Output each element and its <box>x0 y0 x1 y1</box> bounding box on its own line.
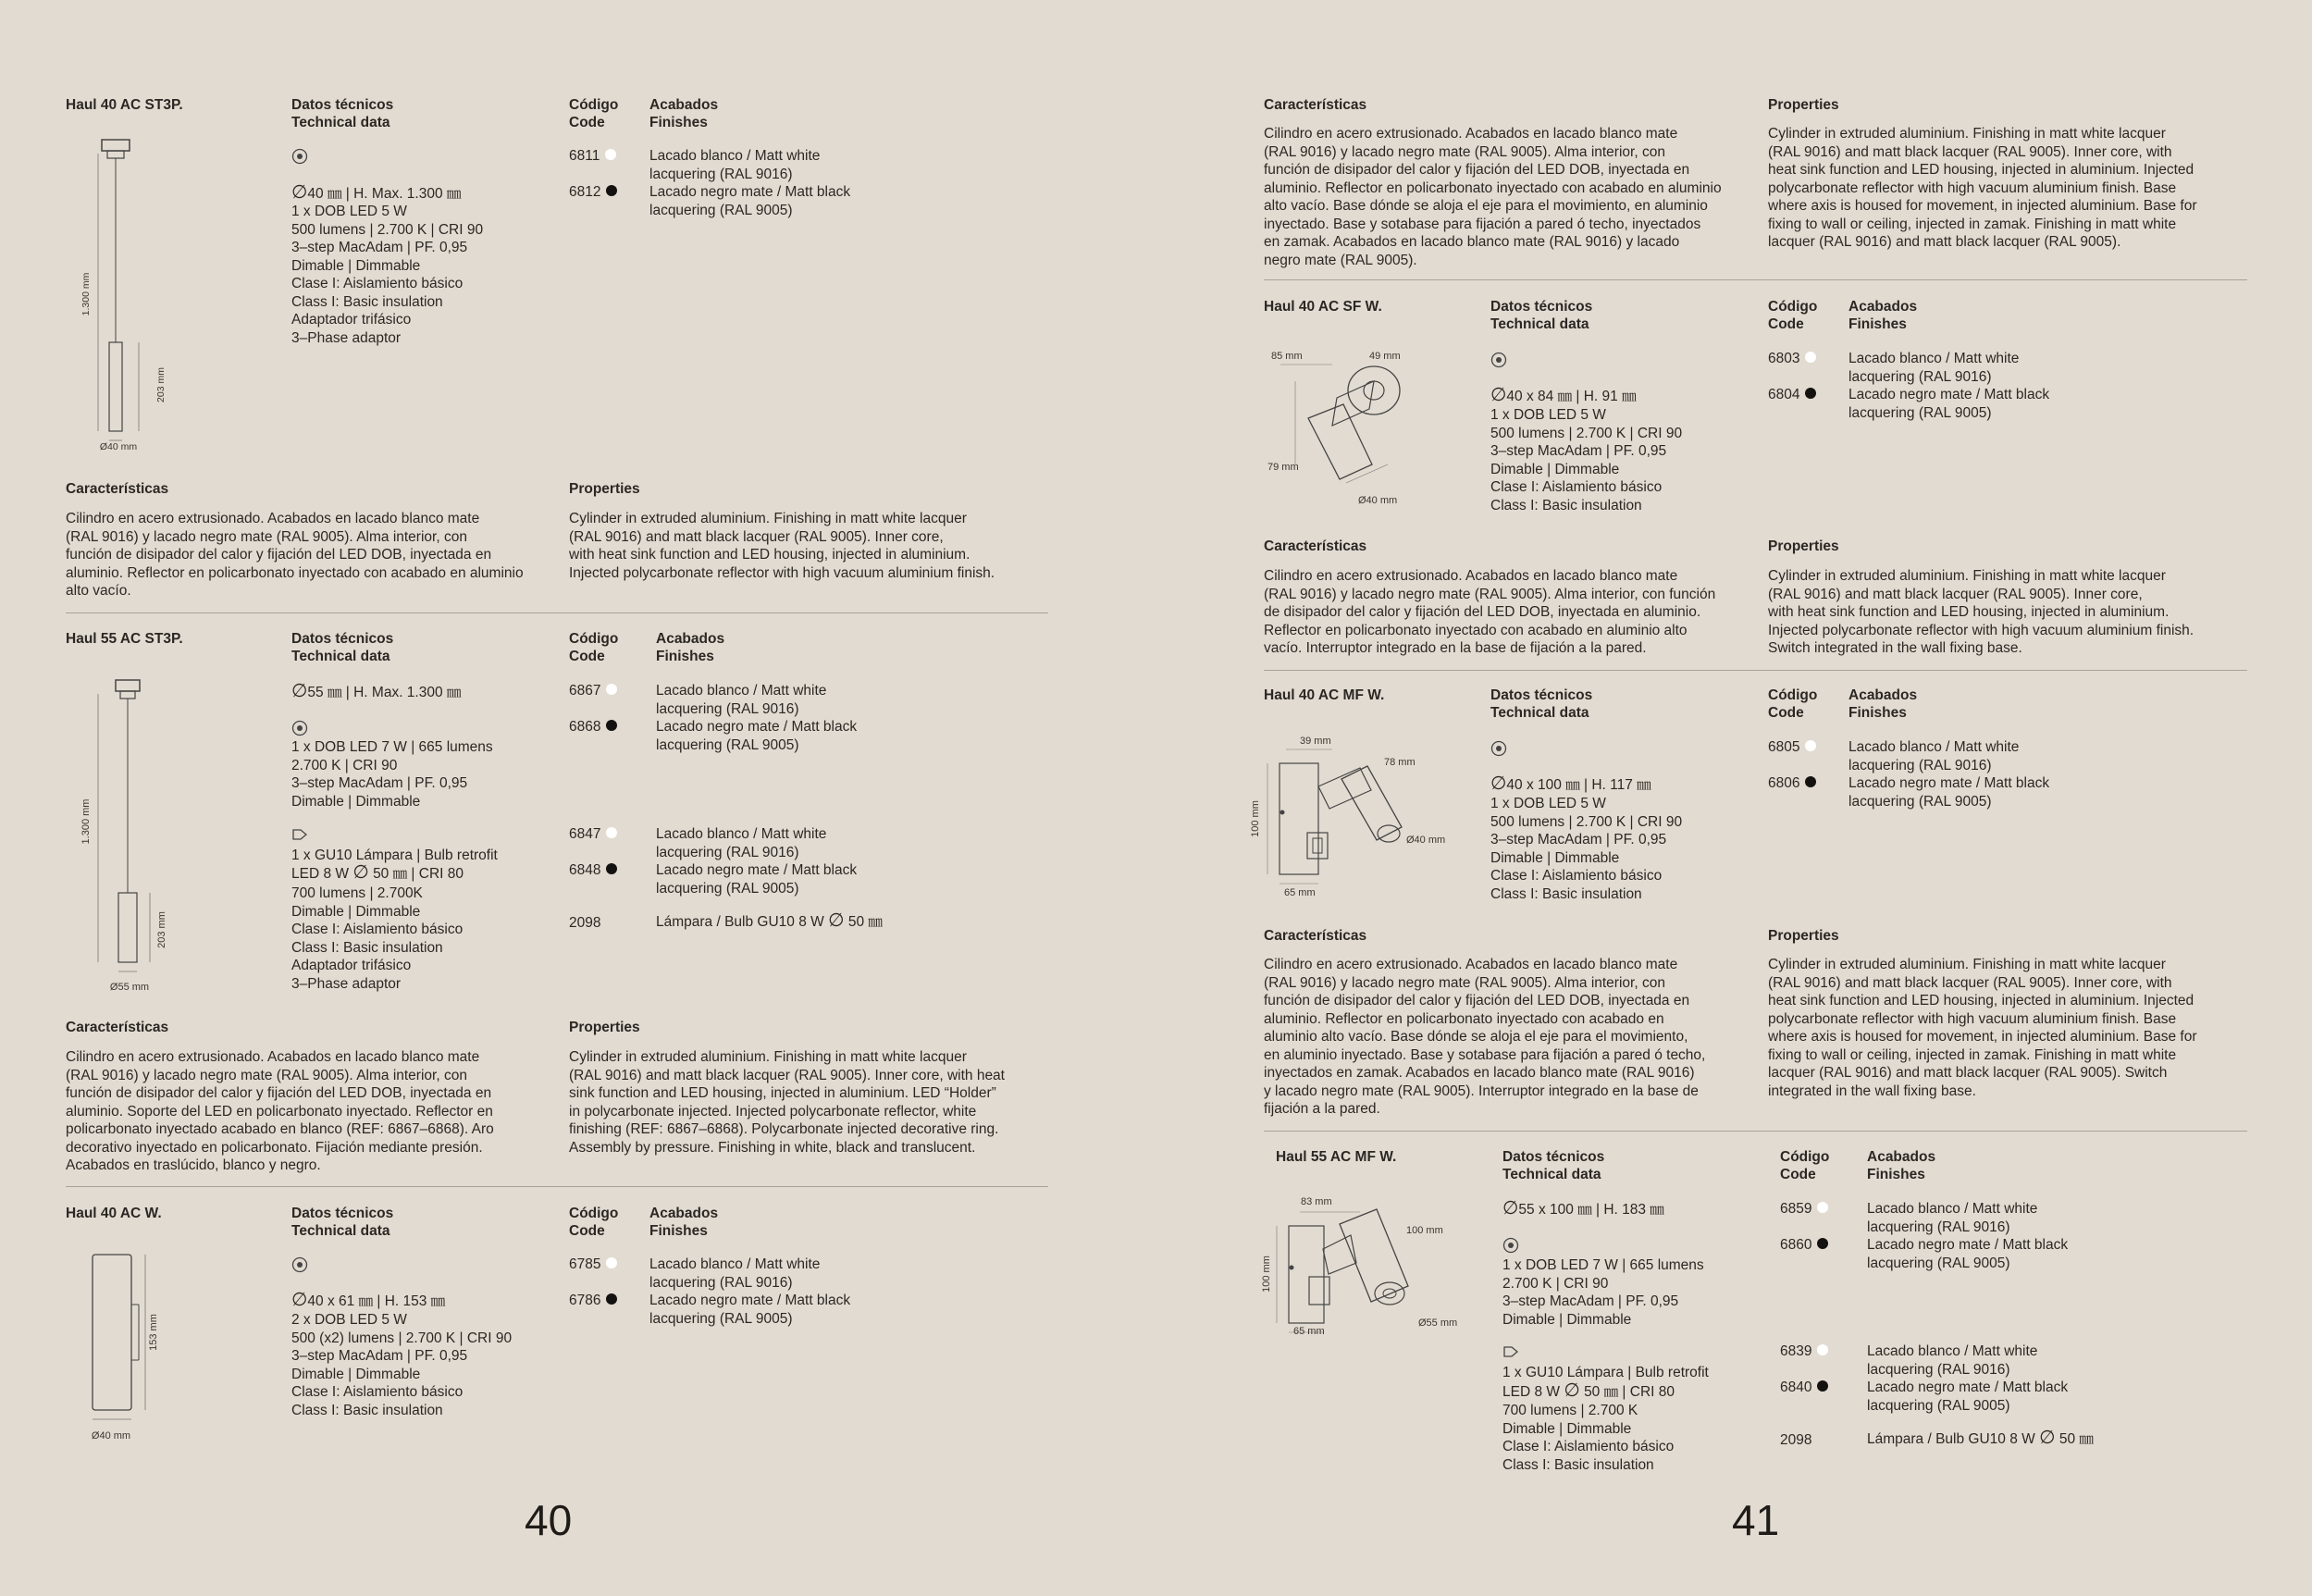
white-swatch-icon <box>1817 1344 1828 1355</box>
product-title: Haul 55 AC ST3P. <box>66 631 183 647</box>
finish-text: Lacado negro mate / Matt black lacquering (RAL 9005) <box>649 1293 851 1327</box>
dim-diameter-label: Ø40 mm <box>99 441 138 452</box>
black-swatch-icon <box>606 1293 617 1305</box>
finish-text: Lámpara / Bulb GU10 8 W ∅ 50 ㎜ <box>1867 1428 2094 1448</box>
dim-label: 78 mm <box>1384 757 1416 768</box>
diameter-icon: ∅ <box>828 910 845 931</box>
spec-text: 1 x GU10 Lámpara | Bulb retrofit <box>1502 1365 1709 1380</box>
product-title: Haul 40 AC MF W. <box>1264 687 1385 703</box>
code-row: 6867 <box>569 682 617 700</box>
finishes-heading: Acabados Finishes <box>656 631 725 665</box>
product-drawing-mf-55 <box>1258 1189 1462 1346</box>
characteristics-text: Cilindro en acero extrusionado. Acabados en lacado blanco mate (RAL 9016) y lacado negro mate (RAL 9005). Alma interior, con función de disipador del calor y fijación del LED DOB, inyectada en aluminio. Soporte del LED en policarbonato inyectado. Reflector en policarbonato inyectado acabado en blanco (REF: 6867–6868). Aro decorativo inyectado en policarbonato. Fijación mediante presión. Acabados en traslúcido, blanco y negro. <box>66 1049 494 1173</box>
code-row: 6804 <box>1768 386 1816 404</box>
dim-label: 49 mm <box>1369 351 1401 362</box>
divider <box>1264 1131 2247 1132</box>
finish-text: Lacado blanco / Matt white lacquering (RAL 9016) <box>656 826 827 860</box>
dim-label: 85 mm <box>1271 351 1303 362</box>
characteristics-heading: Características <box>1264 97 1367 113</box>
characteristics-heading: Características <box>66 481 169 497</box>
finish-text: Lacado negro mate / Matt black lacquering (RAL 9005) <box>1867 1237 2069 1271</box>
tech-data-heading: Datos técnicos Technical data <box>1490 299 1593 333</box>
diameter-icon: ∅ <box>1502 1198 1519 1219</box>
spec-text: 1 x DOB LED 5 W 500 lumens | 2.700 K | CRI 90 3–step MacAdam | PF. 0,95 Dimable | Dimmable Clase I: Aislamiento básico Class I: Basic insulation <box>1490 407 1683 513</box>
diameter-icon: ∅ <box>291 182 308 203</box>
spec-text: 1 x GU10 Lámpara | Bulb retrofit <box>291 847 498 863</box>
dim-diameter-label: Ø55 mm <box>109 982 150 993</box>
properties-heading: Properties <box>569 1020 640 1035</box>
led-icon <box>1490 352 1507 368</box>
code-heading: Código Code <box>569 97 619 131</box>
dim-body-label: 203 mm <box>156 911 167 948</box>
finishes-heading: Acabados Finishes <box>1867 1149 1936 1183</box>
finish-text: Lacado blanco / Matt white lacquering (RAL 9016) <box>1867 1343 2038 1378</box>
product-title: Haul 40 AC SF W. <box>1264 299 1382 315</box>
properties-heading: Properties <box>1768 97 1839 113</box>
divider <box>1264 279 2247 280</box>
code-row: 2098 <box>1780 1432 1812 1448</box>
spec-text: LED 8 W ∅ 50 ㎜ | CRI 80 <box>1502 1380 1675 1401</box>
white-swatch-icon <box>1805 740 1816 751</box>
product-drawing-w-40 <box>74 1249 176 1448</box>
dim-label: Ø40 mm <box>1406 835 1446 846</box>
dimension-line: ∅55 ㎜ | H. Max. 1.300 ㎜ <box>291 681 462 701</box>
white-swatch-icon <box>606 684 617 695</box>
dim-body-label: 153 mm <box>148 1314 159 1351</box>
black-swatch-icon <box>606 863 617 874</box>
spec-text: 700 lumens | 2.700 K Dimable | Dimmable Clase I: Aislamiento básico Class I: Basic insulation <box>1502 1403 1675 1473</box>
diameter-icon: ∅ <box>291 1290 308 1310</box>
code-row: 6860 <box>1780 1236 1828 1255</box>
led-icon <box>1502 1237 1519 1254</box>
tech-data-heading: Datos técnicos Technical data <box>291 97 394 131</box>
properties-text: Cylinder in extruded aluminium. Finishing in matt white lacquer (RAL 9016) and matt black lacquer (RAL 9005). Inner core, with heat sink function and LED housing, injected in aluminium. Injected polycarbonate reflector with high vacuum aluminium finish. Base where axis is housed for movement, in injected aluminium. Base for fixing to wall or ceiling, injected in zamak. Finishing in matt white lacquer (RAL 9016) and matt black lacquer (RAL 9005). <box>1768 126 2197 250</box>
diameter-icon: ∅ <box>1490 773 1507 794</box>
finish-text: Lacado blanco / Matt white lacquering (RAL 9016) <box>1867 1201 2038 1235</box>
led-icon <box>291 720 308 736</box>
code-row: 6859 <box>1780 1200 1828 1219</box>
led-icon <box>291 148 308 165</box>
code-row: 6785 <box>569 1256 617 1274</box>
dim-body-label: 203 mm <box>155 367 167 402</box>
dim-length-label: 1.300 mm <box>80 798 92 845</box>
white-swatch-icon <box>606 1257 617 1268</box>
finish-text: Lacado negro mate / Matt black lacquering (RAL 9005) <box>656 719 858 753</box>
product-drawing-mf-40 <box>1249 731 1446 902</box>
properties-text: Cylinder in extruded aluminium. Finishing in matt white lacquer (RAL 9016) and matt black lacquer (RAL 9005). Inner core, with heat sink function and LED housing, injected in aluminium. LED “Holder” in polycarbonate injected. Injected polycarbonate reflector, white finishing (REF: 6867–6868). Polycarbonate injected decorative ring. Assembly by pressure. Finishing in white, black and translucent. <box>569 1049 1005 1156</box>
finishes-heading: Acabados Finishes <box>649 1206 719 1240</box>
properties-text: Cylinder in extruded aluminium. Finishing in matt white lacquer (RAL 9016) and matt black lacquer (RAL 9005). Inner core, with heat sink function and LED housing, injected in aluminium. Injected polycarbonate reflector with high vacuum aluminium finish. Switch integrated in the wall fixing base. <box>1768 568 2195 656</box>
finish-text: Lacado blanco / Matt white lacquering (RAL 9016) <box>649 1256 821 1291</box>
product-title: Haul 40 AC ST3P. <box>66 97 183 113</box>
finish-text: Lacado blanco / Matt white lacquering (RAL 9016) <box>1848 739 2020 773</box>
dimension-line: ∅40 x 61 ㎜ | H. 153 ㎜ <box>291 1290 446 1310</box>
finish-text: Lacado negro mate / Matt black lacquering (RAL 9005) <box>1867 1379 2069 1414</box>
characteristics-heading: Características <box>66 1020 169 1035</box>
bulb-icon <box>291 827 308 842</box>
dim-label: 100 mm <box>1261 1256 1272 1293</box>
code-row: 6811 <box>569 147 616 166</box>
dim-label: 39 mm <box>1300 736 1331 747</box>
dim-label: 65 mm <box>1284 887 1316 898</box>
tech-data-heading: Datos técnicos Technical data <box>1490 687 1593 722</box>
product-title: Haul 55 AC MF W. <box>1276 1149 1397 1165</box>
properties-heading: Properties <box>569 481 640 497</box>
code-heading: Código Code <box>1780 1149 1830 1183</box>
properties-heading: Properties <box>1768 538 1839 554</box>
led-icon <box>291 1256 308 1273</box>
code-row: 6812 <box>569 183 617 202</box>
spec-text: 2 x DOB LED 5 W 500 (x2) lumens | 2.700 K | CRI 90 3–step MacAdam | PF. 0,95 Dimable | Dimmable Clase I: Aislamiento básico Class I: Basic insulation <box>291 1312 513 1418</box>
properties-heading: Properties <box>1768 928 1839 944</box>
spec-text: LED 8 W ∅ 50 ㎜ | CRI 80 <box>291 862 464 883</box>
spec-text: 1 x DOB LED 5 W 500 lumens | 2.700 K | CRI 90 3–step MacAdam | PF. 0,95 Dimable | Dimmable Clase I: Aislamiento básico Class I: Basic insulation Adaptador trifásico 3–Phase adaptor <box>291 204 484 346</box>
dim-label: 100 mm <box>1406 1225 1443 1236</box>
properties-text: Cylinder in extruded aluminium. Finishing in matt white lacquer (RAL 9016) and matt black lacquer (RAL 9005). Inner core, with heat sink function and LED housing, injected in aluminium. Injected polycarbonate reflector with high vacuum aluminium finish. <box>569 511 995 581</box>
characteristics-heading: Características <box>1264 538 1367 554</box>
finish-text: Lacado blanco / Matt white lacquering (RAL 9016) <box>656 683 827 717</box>
characteristics-text: Cilindro en acero extrusionado. Acabados en lacado blanco mate (RAL 9016) y lacado negro mate (RAL 9005). Alma interior, con función de disipador del calor y fijación del LED DOB, inyectada en aluminio. Reflector en policarbonato inyectado con acabado en aluminio alto vacío. Interruptor integrado en la base de fijación a la pared. <box>1264 568 1716 656</box>
characteristics-text: Cilindro en acero extrusionado. Acabados en lacado blanco mate (RAL 9016) y lacado negro mate (RAL 9005). Alma interior, con función de disipador del calor y fijación del LED DOB, inyectada en aluminio. Reflector en policarbonato inyectado con acabado en aluminio alto vacío. <box>66 511 524 599</box>
white-swatch-icon <box>1817 1202 1828 1213</box>
code-row: 6786 <box>569 1292 617 1310</box>
dim-label: 83 mm <box>1301 1196 1332 1207</box>
finish-text: Lacado blanco / Matt white lacquering (RAL 9016) <box>1848 351 2020 385</box>
product-drawing-st3p-55 <box>74 675 185 995</box>
spec-text: 700 lumens | 2.700K Dimable | Dimmable Clase I: Aislamiento básico Class I: Basic insulation Adaptador trifásico 3–Phase adaptor <box>291 885 464 992</box>
diameter-icon: ∅ <box>291 681 308 701</box>
dimension-line: ∅40 ㎜ | H. Max. 1.300 ㎜ <box>291 182 462 203</box>
dimension-line: ∅55 x 100 ㎜ | H. 183 ㎜ <box>1502 1198 1664 1219</box>
page-number: 40 <box>525 1496 573 1544</box>
finish-text: Lámpara / Bulb GU10 8 W ∅ 50 ㎜ <box>656 910 883 931</box>
diameter-icon: ∅ <box>352 862 369 883</box>
finish-text: Lacado negro mate / Matt black lacquering (RAL 9005) <box>656 862 858 897</box>
finish-text: Lacado negro mate / Matt black lacquering (RAL 9005) <box>1848 387 2050 421</box>
finish-text: Lacado negro mate / Matt black lacquering (RAL 9005) <box>649 184 851 218</box>
finish-text: Lacado negro mate / Matt black lacquering (RAL 9005) <box>1848 775 2050 810</box>
black-swatch-icon <box>606 185 617 196</box>
finishes-heading: Acabados Finishes <box>1848 687 1918 722</box>
white-swatch-icon <box>606 827 617 838</box>
diameter-icon: ∅ <box>1564 1380 1580 1401</box>
code-heading: Código Code <box>1768 299 1818 333</box>
properties-text: Cylinder in extruded aluminium. Finishing in matt white lacquer (RAL 9016) and matt black lacquer (RAL 9005). Inner core, with heat sink function and LED housing, injected in aluminium. Injected polycarbonate reflector with high vacuum aluminium finish. Base where axis is housed for movement, in injected aluminium. Base for fixing to wall or ceiling, injected in zamak. Finishing in matt white lacquer (RAL 9016) and matt black lacquer (RAL 9005). Switch integrated in the wall fixing base. <box>1768 957 2197 1099</box>
diameter-icon: ∅ <box>1490 385 1507 405</box>
diameter-icon: ∅ <box>2039 1428 2056 1448</box>
black-swatch-icon <box>606 720 617 731</box>
dim-label: 65 mm <box>1293 1326 1325 1337</box>
code-heading: Código Code <box>1768 687 1818 722</box>
finishes-heading: Acabados Finishes <box>649 97 719 131</box>
page-number: 41 <box>1732 1496 1780 1544</box>
characteristics-text: Cilindro en acero extrusionado. Acabados en lacado blanco mate (RAL 9016) y lacado negro mate (RAL 9005). Alma interior, con función de disipador del calor y fijación del LED DOB, inyectada en aluminio. Reflector en policarbonato inyectado con acabado en aluminio alto vacío. Base dónde se aloja el eje para el movimiento, en aluminio inyectado. Base y sotabase para fijación a pared ó techo, inyectados en zamak. Acabados en lacado blanco mate (RAL 9016) y lacado negro mate (RAL 9005). Interruptor integrado en la base de fijación a la pared. <box>1264 957 1706 1117</box>
code-row: 6806 <box>1768 774 1816 793</box>
divider <box>1264 670 2247 671</box>
divider <box>66 612 1048 613</box>
finish-text: Lacado blanco / Matt white lacquering (RAL 9016) <box>649 148 821 182</box>
code-row: 6803 <box>1768 350 1816 368</box>
finishes-heading: Acabados Finishes <box>1848 299 1918 333</box>
product-drawing-st3p-40 <box>74 137 185 461</box>
code-heading: Código Code <box>569 631 619 665</box>
spec-text: 1 x DOB LED 7 W | 665 lumens 2.700 K | CRI 90 3–step MacAdam | PF. 0,95 Dimable | Dimmable <box>1502 1257 1704 1328</box>
characteristics-heading: Características <box>1264 928 1367 944</box>
product-drawing-sf-40 <box>1267 344 1416 511</box>
black-swatch-icon <box>1805 776 1816 787</box>
product-title: Haul 40 AC W. <box>66 1206 162 1221</box>
dimension-line: ∅40 x 100 ㎜ | H. 117 ㎜ <box>1490 773 1651 794</box>
dim-label: Ø40 mm <box>1358 495 1398 506</box>
white-swatch-icon <box>605 149 616 160</box>
bulb-icon <box>1502 1344 1519 1359</box>
black-swatch-icon <box>1817 1238 1828 1249</box>
tech-data-heading: Datos técnicos Technical data <box>291 631 394 665</box>
tech-data-heading: Datos técnicos Technical data <box>291 1206 394 1240</box>
code-heading: Código Code <box>569 1206 619 1240</box>
code-row: 6847 <box>569 825 617 844</box>
black-swatch-icon <box>1805 388 1816 399</box>
code-row: 6839 <box>1780 1342 1828 1361</box>
dim-label: 79 mm <box>1267 462 1299 473</box>
black-swatch-icon <box>1817 1380 1828 1392</box>
code-row: 6848 <box>569 861 617 880</box>
dimension-line: ∅40 x 84 ㎜ | H. 91 ㎜ <box>1490 385 1637 405</box>
dim-label: Ø55 mm <box>1418 1318 1458 1329</box>
code-row: 6805 <box>1768 738 1816 757</box>
spec-text: 1 x DOB LED 7 W | 665 lumens 2.700 K | CRI 90 3–step MacAdam | PF. 0,95 Dimable | Dimmable <box>291 739 493 810</box>
spec-text: 1 x DOB LED 5 W 500 lumens | 2.700 K | CRI 90 3–step MacAdam | PF. 0,95 Dimable | Dimmable Clase I: Aislamiento básico Class I: Basic insulation <box>1490 796 1683 902</box>
characteristics-text: Cilindro en acero extrusionado. Acabados en lacado blanco mate (RAL 9016) y lacado negro mate (RAL 9005). Alma interior, con función de disipador del calor y fijación del LED DOB, inyectada en aluminio. Reflector en policarbonato inyectado con acabado en aluminio alto vacío. Base dónde se aloja el eje para el movimiento, en aluminio inyectado. Base y sotabase para fijación a pared ó techo, inyectados en zamak. Acabados en lacado blanco mate (RAL 9016) y lacado negro mate (RAL 9005). <box>1264 126 1722 268</box>
dim-diameter-label: Ø40 mm <box>91 1430 131 1441</box>
dim-label: 100 mm <box>1250 800 1261 837</box>
code-row: 2098 <box>569 915 601 931</box>
dim-length-label: 1.300 mm <box>80 272 92 316</box>
led-icon <box>1490 740 1507 757</box>
code-row: 6868 <box>569 718 617 736</box>
divider <box>66 1186 1048 1187</box>
tech-data-heading: Datos técnicos Technical data <box>1502 1149 1605 1183</box>
white-swatch-icon <box>1805 352 1816 363</box>
code-row: 6840 <box>1780 1379 1828 1397</box>
